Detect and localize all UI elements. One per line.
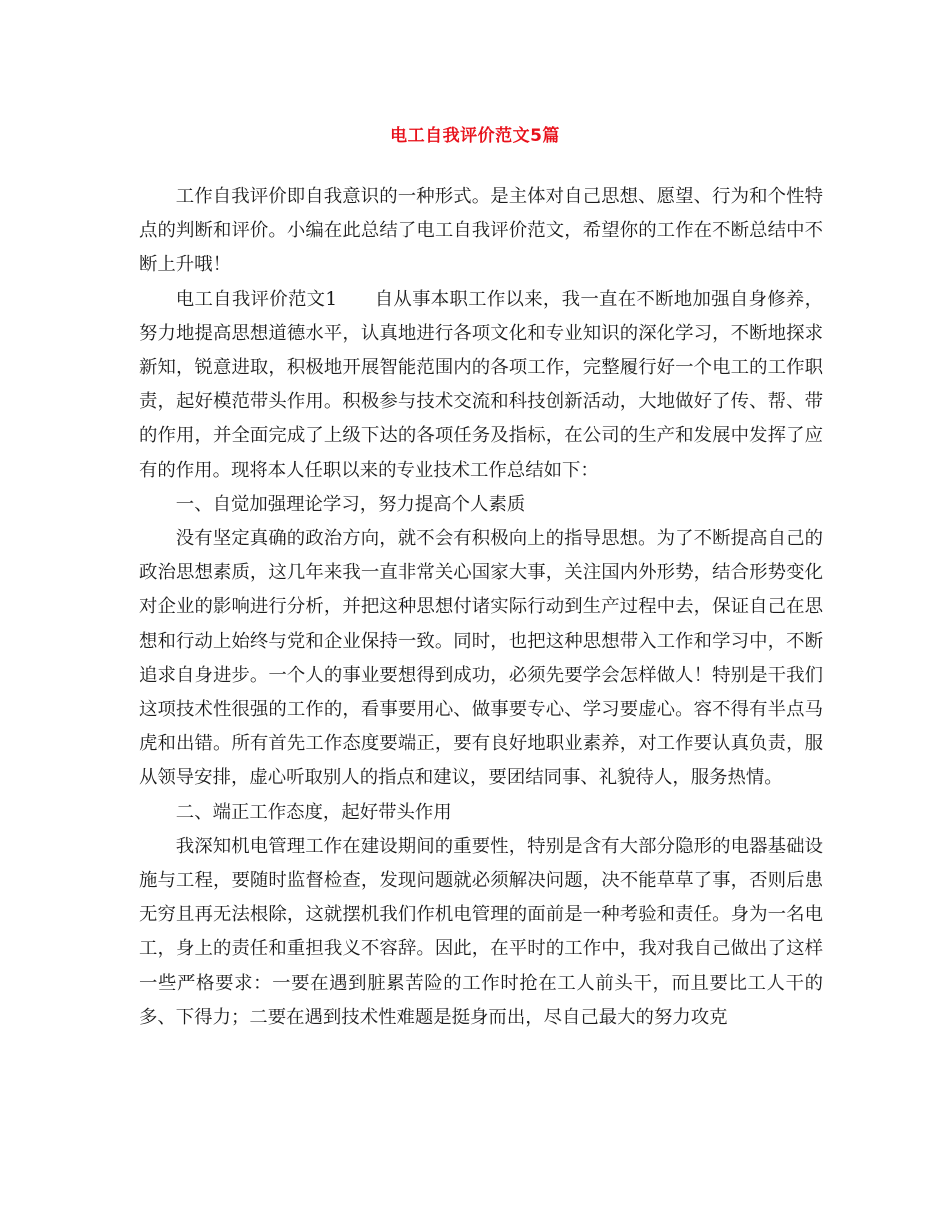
paragraph-intro: 工作自我评价即自我意识的一种形式。是主体对自己思想、愿望、行为和个性特点的判断和评价。小编在此总结了电工自我评价范文，希望你的工作在不断总结中不断上升哦！ xyxy=(139,186,823,276)
paragraph-section-1: 没有坚定真确的政治方向，就不会有积极向上的指导思想。为了不断提高自己的政治思想素质，这几年来我一直非常关心国家大事，关注国内外形势，结合形势变化对企业的影响进行分析，并把这种思想付诸实际行动到生产过程中去，保证自己在思想和行动上始终与党和企业保持一致。同时，也把这种思想带入工作和学习中，不断追求自身进步。一个人的事业要想得到成功，必须先要学会怎样做人！特别是干我们这项技术性很强的工作的，看事要用心、做事要专心、学习要虚心。容不得有半点马虎和出错。所有首先工作态度要端正，要有良好地职业素养，对工作要认真负责，服从领导安排，虚心听取别人的指点和建议，要团结同事、礼貌待人，服务热情。 xyxy=(139,528,823,789)
section-heading-1: 一、自觉加强理论学习，努力提高个人素质 xyxy=(175,493,526,515)
section-heading-2: 二、端正工作态度，起好带头作用 xyxy=(175,801,452,823)
paragraph-sample-1-intro: 电工自我评价范文1 自从事本职工作以来，我一直在不断地加强自身修养，努力地提高思想道德水平，认真地进行各项文化和专业知识的深化学习，不断地探求新知，锐意进取，积极地开展智能范围内的各项工作，完整履行好一个电工的工作职责，起好模范带头作用。积极参与技术交流和科技创新活动，大地做好了传、帮、带的作用，并全面完成了上级下达的各项任务及指标，在公司的生产和发展中发挥了应有的作用。现将本人任职以来的专业技术工作总结如下： xyxy=(139,288,823,481)
document-body xyxy=(139,180,823,1035)
paragraph-section-2: 我深知机电管理工作在建设期间的重要性，特别是含有大部分隐形的电器基础设施与工程，要随时监督检查，发现问题就必须解决问题，决不能草草了事，否则后患无穷且再无法根除，这就摆机我们作机电管理的面前是一种考验和责任。身为一名电工，身上的责任和重担我义不容辞。因此，在平时的工作中，我对我自己做出了这样一些严格要求：一要在遇到脏累苦险的工作时抢在工人前头干，而且要比工人干的多、下得力；二要在遇到技术性难题是挺身而出，尽自己最大的努力攻克 xyxy=(139,835,823,1028)
document-title: 电工自我评价范文5篇 xyxy=(390,126,560,146)
